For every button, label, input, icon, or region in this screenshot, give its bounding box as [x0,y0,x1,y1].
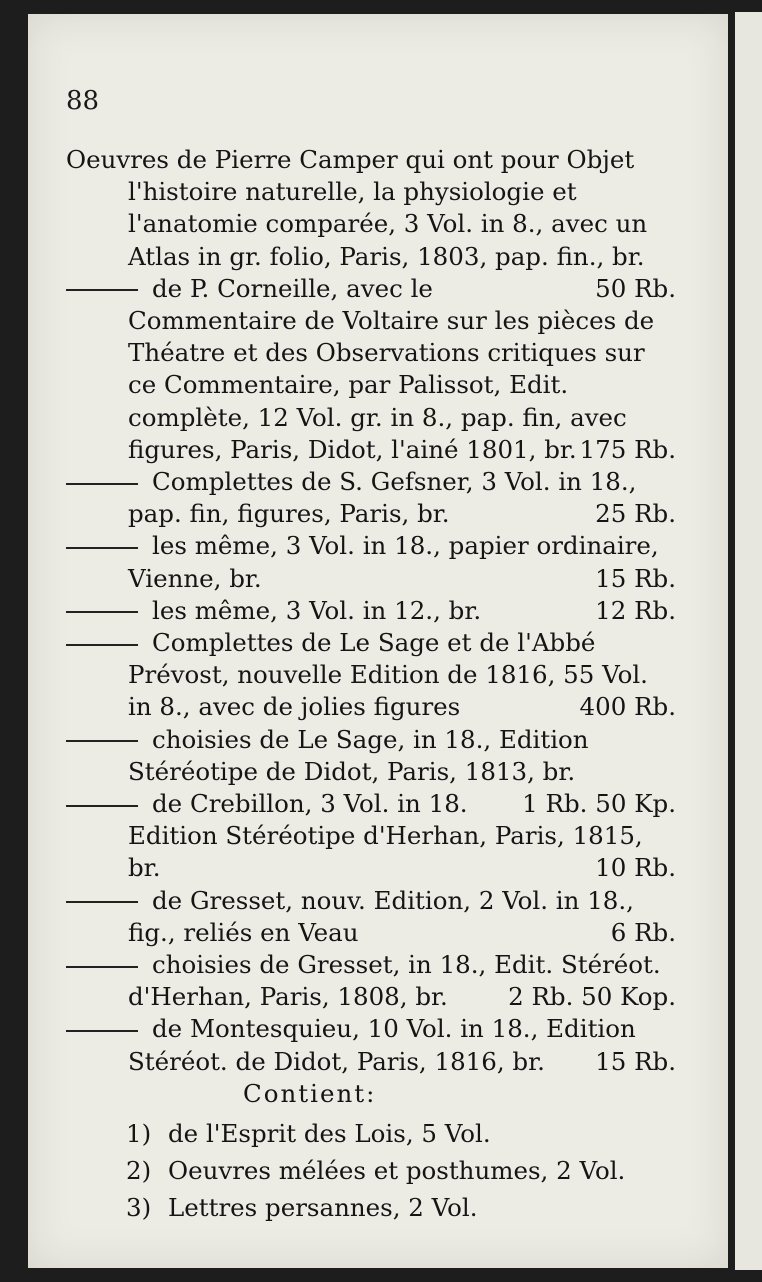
catalog-entry [66,595,676,627]
entry-price: 2 Rb. 50 Kop. [508,982,676,1012]
item-number: 1) [126,1119,152,1148]
entry-text: de Montesquieu, 10 Vol. in 18., Edition Stéréot. de Didot, Paris, 1816, br. [128,1014,636,1076]
catalog-entry [66,885,676,949]
entry-price: 400 Rb. [579,692,676,722]
item-number: 2) [126,1156,152,1185]
page-number: 88 [66,86,100,116]
catalog-entry [66,1013,676,1077]
entry-price: 1 Rb. 50 Kp. [522,789,676,819]
catalog-entry [66,627,676,724]
catalog-entry [66,724,676,819]
entry-text: de Crebillon, 3 Vol. in 18. Edition Stéréotipe d'Herhan, Paris, 1815, br. [128,789,643,883]
adjacent-page-edge [735,12,762,1270]
contents-item [126,1152,625,1189]
ditto-dash [66,289,138,291]
entry-text: les même, 3 Vol. in 12., br. [152,595,482,625]
catalog-entry [66,530,676,594]
catalog-entry [66,788,676,885]
entry-price: 6 Rb. [610,917,676,947]
entry-text: de Gresset, nouv. Edition, 2 Vol. in 18., fig., reliés en Veau [128,885,634,947]
entry-text: de P. Corneille, avec le Commentaire de Voltaire sur les pièces de Théatre et des Observations critiques sur ce Commentaire, par Palissot, Edit. complète, 12 Vol. gr. in 8., pap. fin, avec figures, Paris, Didot, l'ainé 1801, br. [128,273,655,464]
contents-list [126,1115,625,1226]
item-number: 3) [126,1193,152,1222]
item-text: Lettres persannes, 2 Vol. [168,1193,478,1222]
entry-text: Oeuvres de Pierre Camper qui ont pour Objet l'histoire naturelle, la physiologie et l'anatomie comparée, 3 Vol. in 8., avec un Atlas in gr. folio, Paris, 1803, pap. fin., br. [66,145,648,271]
entry-price: 12 Rb. [595,595,676,625]
entry-price: 175 Rb. [579,434,676,464]
ditto-dash [66,1030,138,1032]
catalog-entry [66,949,676,1013]
ditto-dash [66,966,138,968]
entry-price: 50 Rb. [595,273,676,303]
ditto-dash [66,483,138,485]
catalog-entry [66,144,676,303]
ditto-dash [66,901,138,903]
entry-text: choisies de Le Sage, in 18., Edition Stéréotipe de Didot, Paris, 1813, br. [128,724,589,786]
ditto-dash [66,805,138,807]
entry-text: les même, 3 Vol. in 18., papier ordinaire, Vienne, br. [128,531,659,593]
item-text: de l'Esprit des Lois, 5 Vol. [168,1119,491,1148]
catalog-entries [66,144,676,1078]
item-text: Oeuvres mélées et posthumes, 2 Vol. [168,1156,626,1185]
entry-price: 15 Rb. [595,1046,676,1076]
catalog-entry [66,273,676,466]
entry-price: 10 Rb. [595,853,676,883]
contient-heading: Contient: [243,1079,377,1108]
catalog-entry [66,466,676,530]
entry-price: 25 Rb. [595,499,676,529]
ditto-dash [66,740,138,742]
ditto-dash [66,644,138,646]
entry-price: 15 Rb. [595,563,676,593]
contents-item [126,1189,625,1226]
entry-text: Complettes de Le Sage et de l'Abbé Prévost, nouvelle Edition de 1816, 55 Vol. in 8., avec de jolies figures [128,628,648,722]
entry-text: choisies de Gresset, in 18., Edit. Stéréot. d'Herhan, Paris, 1808, br. [128,950,661,1012]
ditto-dash [66,611,138,613]
entry-text: Complettes de S. Gefsner, 3 Vol. in 18., pap. fin, figures, Paris, br. [128,467,637,529]
book-page [28,14,728,1268]
ditto-dash [66,547,138,549]
contents-item [126,1115,625,1152]
